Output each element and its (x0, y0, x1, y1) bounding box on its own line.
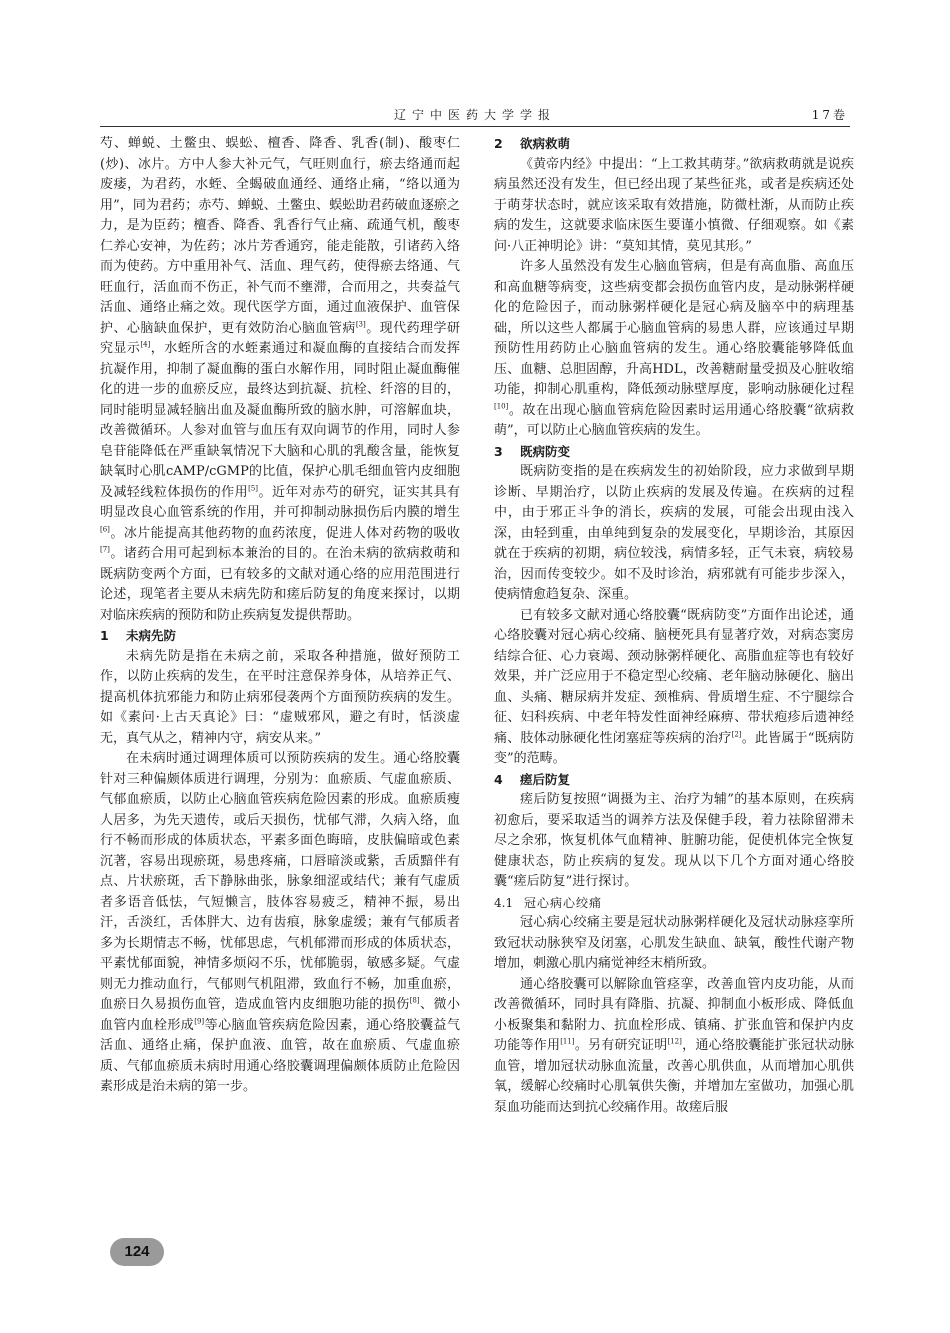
section-number: 1 (100, 628, 109, 643)
section-title: 瘥后防复 (520, 771, 571, 787)
paragraph-text: 在未病时通过调理体质可以预防疾病的发生。通心络胶囊针对三种偏颇体质进行调理，分别为：血瘀质、气虚血瘀质、气郁血瘀质，以防止心脑血管疾病危险因素的形成。血瘀质瘦人居多，为先天遗传，或后天损伤，忧郁气滞，久病入络，血行不畅而形成的体质状态，平素多面色晦暗，皮肤偏暗或色素沉著，容易出现瘀斑，易患疼痛，口唇暗淡或紫，舌质黯伴有点、片状瘀斑，舌下静脉曲张，脉象细涩或结代；兼有气虚质者多语音低怯，气短懒言，肢体容易疲乏，精神不振，易出汗，舌淡红，舌体胖大、边有齿痕，脉象虚缓；兼有气郁质者多为长期情志不畅，忧郁思虑，气机郁滞而形成的体质状态，平素忧郁面貌，神情多烦闷不乐，忧郁脆弱，敏感多疑。气虚则无力推动血行，气郁则气机阻滞，致血行不畅，加重血瘀，血瘀日久易损伤血管，造成血管内皮细胞功能的损伤 (100, 751, 460, 1012)
paragraph-text: 已有较多文献对通心络胶囊“既病防变”方面作出论述，通心络胶囊对冠心病心绞痛、脑梗死具有显著疗效，对病态窦房结综合征、心力衰竭、颈动脉粥样硬化、高脂血症等也有较好效果，并广泛应用于不稳定型心绞痛、老年脑动脉硬化、脑出血、头痛、糖尿病并发症、颈椎病、骨质增生症、不宁腿综合征、妇科疾病、中老年特发性面神经麻痹、带状疱疹后遗神经痛、肢体动脉硬化性闭塞症等疾病的治疗 (494, 607, 854, 746)
citation: [10] (494, 402, 509, 411)
citation: [8] (409, 996, 420, 1005)
paragraph-text: 未病先防是指在未病之前，采取各种措施，做好预防工作，以防止疾病的发生，在平时注意保养身体，从培养正气、提高机体抗邪能力和防止病邪侵袭两个方面预防疾病的发生。如《素问·上古天真论》曰：“虚贼邪风，避之有时，恬淡虚无，真气从之，精神内守，病安从来。” (100, 648, 460, 746)
section-title: 欲病救萌 (520, 136, 571, 151)
section-heading (494, 442, 854, 463)
citation: [6] (100, 525, 110, 534)
journal-name: 辽宁中医药大学学报 (393, 108, 556, 122)
left-column (100, 134, 460, 1098)
paragraph-text: 。现代药理学研究显示 (100, 320, 460, 356)
citation: [3] (355, 320, 366, 329)
paragraph (494, 155, 854, 258)
paragraph (494, 606, 854, 770)
paragraph-text: 。近年对赤芍的研究，证实其具有明显改良心血管系统的作用，并可抑制动脉损伤后内膜的增生 (100, 484, 460, 520)
paragraph-text: ，通心络胶囊能扩张冠状动脉血管，增加冠状动脉血流量，改善心肌供血，从而增加心肌供氧，缓解心绞痛时心肌氧供失衡，并增加左室做功，加强心肌泵血功能而达到抗心绞痛作用。故瘥后服 (494, 1038, 854, 1115)
section-number: 4.1 (494, 895, 514, 910)
section-title: 既病防变 (520, 443, 571, 459)
paragraph-text: 。诸药合用可起到标本兼治的目的。在治未病的欲病救萌和既病防变两个方面，已有较多的文献对通心络的应用范围进行论述，现笔者主要从未病先防和瘥后防复的角度来探讨，以期对临床疾病的预防和防止疾病复发提供帮助。 (100, 546, 460, 623)
section-number: 3 (494, 443, 503, 459)
citation: [2] (731, 730, 742, 739)
paragraph-text: 等心脑血管疾病危险因素，通心络胶囊益气活血、通络止痛，保护血液、血管，故在血瘀质、气虚血瘀质、气郁血瘀质未病时用通心络胶囊调理偏颇体质防止危险因素形成是治未病的第一步。 (100, 1017, 460, 1094)
citation: [9] (194, 1017, 205, 1026)
section-title: 冠心病心绞痛 (524, 895, 603, 910)
citation: [12] (667, 1037, 682, 1046)
section-heading (494, 893, 854, 914)
paragraph (100, 134, 460, 626)
volume-number: 17卷 (811, 108, 848, 122)
citation: [4] (140, 340, 151, 349)
paragraph (100, 749, 460, 1098)
paragraph-text: 冠心病心绞痛主要是冠状动脉粥样硬化及冠状动脉痉挛所致冠状动脉狭窄及闭塞，心肌发生缺血、缺氧，酸性代谢产物增加，刺激心肌内痛觉神经末梢所致。 (494, 915, 854, 971)
section-heading (494, 770, 854, 791)
paragraph-text: 既病防变指的是在疾病发生的初始阶段，应力求做到早期诊断、早期治疗，以防止疾病的发展及传遍。在疾病的过程中，由于邪正斗争的消长，疾病的发展，可能会出现由浅入深，由轻到重，由单纯到复杂的发展变化，早期诊治，其原因就在于疾病的初期，病位较浅，病情多轻，正气未衰，病较易治，因而传变较少。如不及时诊治，病邪就有可能步步深入，使病情愈趋复杂、深重。 (494, 464, 854, 602)
paragraph (494, 462, 854, 606)
section-heading (494, 134, 854, 155)
paragraph-text: 通心络胶囊可以解除血管痉挛，改善血管内皮功能，从而改善微循环，同时具有降脂、抗凝、抑制血小板形成、降低血小板聚集和黏附力、抗血栓形成、镇痛、扩张血管和保护内皮功能等作用 (494, 976, 854, 1053)
paragraph-text: 。冰片能提高其他药物的血药浓度，促进人体对药物的吸收 (109, 525, 460, 541)
paragraph (494, 257, 854, 442)
paragraph-text: 许多人虽然没有发生心脑血管病，但是有高血脂、高血压和高血糖等病变，这些病变都会损伤血管内皮，是动脉粥样硬化的危险因子，而动脉粥样硬化是冠心病及脑卒中的病理基础，所以这些人都属于心脑血管病的易患人群，应该通过早期预防性用药防止心脑血管病的发生。通心络胶囊能够降低血压、血糖、总胆固醇，升高HDL，改善糖耐量受损及心脏收缩功能，抑制心肌重构，降低颈动脉壁厚度，影响动脉硬化过程 (494, 259, 854, 397)
section-number: 4 (494, 771, 503, 787)
paragraph-text: 《黄帝内经》中提出：“上工救其萌芽。”欲病救萌就是说疾病虽然还没有发生，但已经出现了某些征兆，或者是疾病还处于萌芽状态时，就应该采取有效措施，防微杜渐，从而防止疾病的发生，这就要求临床医生要谨小慎微、仔细观察。如《素问·八正神明论》讲：“莫知其情，莫见其形。” (494, 156, 854, 254)
paragraph (494, 913, 854, 975)
section-title: 未病先防 (126, 628, 177, 643)
citation: [5] (248, 484, 259, 493)
paragraph-text: 。故在出现心脑血管病危险因素时运用通心络胶囊“欲病救萌”，可以防止心脑血管疾病的发生。 (494, 402, 854, 438)
paragraph-text: 、微小血管内血栓形成 (100, 997, 460, 1033)
paragraph-text: 芍、蝉蜕、土鳖虫、蜈蚣、檀香、降香、乳香(制)、酸枣仁(炒)、冰片。方中人参大补元气，气旺则血行，瘀去络通而起废痿，为君药，水蛭、全蝎破血通经、通络止痛，“络以通为用”，同为君药；赤芍、蝉蜕、土鳖虫、蜈蚣助君药破血逐瘀之力，是为臣药；檀香、降香、乳香行气止痛、疏通气机，酸枣仁养心安神，为佐药；冰片芳香通窍，能走能散，引诸药入络而为使药。方中重用补气、活血、理气药，使得瘀去络通、气旺血行，活血而不伤正，补气而不壅滞，合而用之，共奏益气活血、通络止痛之效。现代医学方面，通过血液保护、血管保护、心脑缺血保护，更有效防治心脑血管病 (100, 136, 460, 336)
paragraph (494, 790, 854, 893)
running-header (100, 102, 850, 126)
right-column (494, 134, 854, 1118)
paragraph-text: 瘥后防复按照“调摄为主、治疗为辅”的基本原则，在疾病初愈后，要采取适当的调养方法及保健手段，着力祛除留滞未尽之余邪，恢复机体气血精神、脏腑功能，促使机体完全恢复健康状态，防止疾病的复发。现从以下几个方面对通心络胶囊“瘥后防复”进行探讨。 (494, 792, 854, 889)
section-number: 2 (494, 136, 503, 151)
citation: [11] (560, 1037, 575, 1046)
paragraph-text: 。此皆属于“既病防变”的范畴。 (494, 730, 854, 766)
page-number: 124 (110, 1238, 164, 1266)
paragraph-text: ，水蛭所含的水蛭素通过和凝血酶的直接结合而发挥抗凝作用，抑制了凝血酶的蛋白水解作用，同时阻止凝血酶催化的进一步的血瘀反应，最终达到抗凝、抗栓、纤溶的目的，同时能明显减轻脑出血及凝血酶所致的脑水肿，可溶解血块，改善微循环。人参对血管与血压有双向调节的作用，同时人参皂苷能降低在严重缺氧情况下大脑和心肌的乳酸含量，能恢复缺氧时心肌cAMP/cGMP的比值，保护心肌毛细血管内皮细胞及减轻线粒体损伤的作用 (100, 341, 460, 500)
citation: [7] (100, 545, 110, 554)
section-heading (100, 626, 460, 647)
paragraph-text: 。另有研究证明 (574, 1038, 668, 1053)
header-rule (100, 126, 850, 127)
paragraph (100, 647, 460, 750)
paragraph (494, 975, 854, 1119)
